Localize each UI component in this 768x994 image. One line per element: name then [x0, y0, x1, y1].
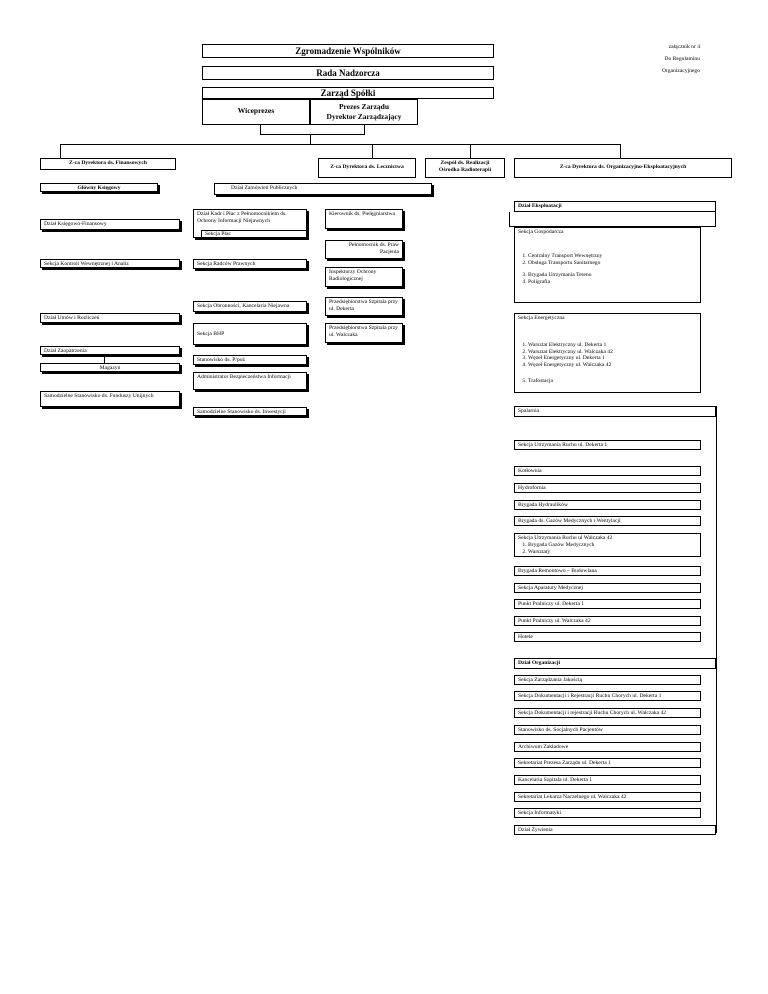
- sekcja-dokumentacji-walczaka: Sekcja Dokumentacji i rejestracji Ruchu Chorych ul. Walczaka 42: [514, 708, 701, 718]
- archiwum: Archiwum Zakładowe: [514, 742, 701, 752]
- head-radiotherapy-team: [425, 158, 505, 178]
- zgromadzenie-box: Zgromadzenie Wspólników: [202, 44, 494, 58]
- note-line-1: załącznik nr 4: [668, 44, 700, 50]
- brygada-hydraulikow: Brygada Hydraulików: [514, 500, 701, 510]
- sekcja-jakosci: Sekcja Zarządzania Jakością: [514, 675, 701, 685]
- gospodarcza-list-1: [518, 253, 697, 267]
- energetyczna-list-2: [518, 378, 697, 385]
- przedsiebiorstwa-walczaka: Przedsiębiorstwa Szpitala przy ul. Walczaka: [325, 323, 403, 343]
- sekretariat-prezesa: Sekretariat Prezesa Zarządu ul. Dekerta 1: [514, 758, 701, 768]
- stanowisko-ppoz: Stanowisko ds. P/poż: [193, 355, 307, 365]
- przedsiebiorstwa-dekerta: Przedsiębiorstwa Szpitala przy ul. Dekerta: [325, 297, 403, 316]
- sekcja-informatyki: Sekcja Informatyki: [514, 808, 701, 818]
- hydrofornia: Hydrofornia: [514, 483, 701, 493]
- energ-item: 2. Warsztat Elektryczny ul. Walczaka 42: [528, 349, 697, 356]
- connector: [620, 144, 621, 158]
- kotlownia: Kotłownia: [514, 466, 701, 476]
- dzial-ksiegowo-finansowy: Dział Księgowo-Finansowy: [40, 219, 180, 230]
- zarzad-box: Zarząd Spółki: [202, 87, 494, 99]
- eksploatacji-frame: [509, 212, 716, 227]
- sekcja-plac: Sekcja Płac: [201, 230, 307, 238]
- gosp-item: 3. Brygada Utrzymania Terenu: [528, 272, 697, 279]
- note-line-2: Do Regulaminu: [664, 56, 700, 62]
- rada-box: Rada Nadzorcza: [202, 66, 494, 80]
- dzial-eksploatacji: Dział Eksploatacji: [514, 201, 716, 212]
- sekcja-aparatury: Sekcja Aparatury Medycznej: [514, 583, 701, 593]
- magazyn: Magazyn: [40, 363, 180, 372]
- gosp-item: 2. Obsługa Transportu Sanitarnego: [528, 260, 697, 267]
- gospodarcza-label: Sekcja Gospodarcza: [518, 229, 564, 235]
- dzial-umow: Dział Umów i Rozliczeń: [40, 313, 180, 323]
- sekcja-gospodarcza: [514, 227, 701, 303]
- head-medical: Z-ca Dyrektora ds. Lecznictwa: [318, 158, 416, 178]
- sekcja-utrzymania-dekerta: Sekcja Utrzymania Ruchu ul. Dekerta 1: [514, 440, 701, 450]
- energ-item: 4. Węzeł Energetyczny ul. Walczaka 42: [528, 362, 697, 369]
- prezes-line-2: Dyrektor Zarządzający: [326, 112, 402, 121]
- sekcja-bhp: Sekcja BHP: [193, 323, 307, 345]
- energ-item: 5. Trafostacja: [528, 378, 697, 385]
- energetyczna-list: [518, 342, 697, 369]
- spalarnia: Spalarnia: [514, 406, 716, 417]
- punkt-pralniczy-walczaka: Punkt Pralniczy ul. Walczaka 42: [514, 616, 701, 626]
- attachment-note: [640, 44, 700, 75]
- prezes-box: [310, 99, 418, 125]
- gosp-item: 1. Centralny Transport Wewnętrzny: [528, 253, 697, 260]
- inspektorzy-radiologiczni: Inspektorzy Ochrony Radiologicznej: [325, 267, 403, 287]
- stanowisko-fundusze: Samodzielne Stanowisko ds. Funduszy Unijnych: [40, 391, 180, 407]
- head-finance: Z-ca Dyrektora ds. Finansowych: [40, 158, 176, 170]
- sekcja-utrzymania-walczaka: [514, 533, 701, 557]
- energ-item: 3. Węzeł Energetyczny ul. Dekerta 1: [528, 355, 697, 362]
- kadr-text: Dział Kadr i Płac z Pełnomocnikiem ds. Ochrony Informacji Niejawnych: [197, 211, 287, 224]
- dzial-zywienia: Dział Żywienia: [514, 825, 716, 835]
- connector: [60, 144, 61, 158]
- utrz-walczaka-label: Sekcja Utrzymania Ruchu ul Walczaka 42: [518, 535, 613, 541]
- head-organization: Z-ca Dyrektora ds. Organizacyjno-Eksploatacyjnych: [514, 158, 732, 178]
- energ-item: 1. Warsztat Elektryczny ul. Dekerta 1: [528, 342, 697, 349]
- utrz-w-item: 2. Warsztaty: [528, 549, 697, 556]
- sekretariat-lekarza: Sekretariat Lekarza Naczelnego ul. Walczaka 42: [514, 792, 701, 802]
- connector: [60, 144, 620, 145]
- note-line-3: Organizacyjnego: [661, 68, 700, 74]
- punkt-pralniczy-dekerta: Punkt Pralniczy ul. Dekerta 1: [514, 599, 701, 609]
- sekcja-radcow: Sekcja Radców Prawnych: [193, 259, 307, 269]
- abi: Administrator Bezpieczeństwa Informacji: [193, 372, 307, 390]
- brygada-gazow: Brygada ds. Gazów Medycznych i Wentylacji: [514, 516, 701, 526]
- sekcja-dokumentacji-dekerta: Sekcja Dokumentacji i Rejestracji Ruchu Chorych ul. Dekerta 1: [514, 691, 701, 701]
- kierownik-pielegniarstwa: Kierownik ds. Pielęgniarstwa: [325, 209, 403, 229]
- sekcja-energetyczna: [514, 313, 701, 393]
- gosp-item: 4. Poligrafia: [528, 279, 697, 286]
- dzial-organizacji: Dział Organizacji: [514, 658, 716, 669]
- brygada-remontowo: Brygada Remontowo – Budowlana: [514, 566, 701, 576]
- connector: [470, 144, 471, 158]
- zespol-line-1: Zespół ds. Realizacji: [440, 160, 490, 166]
- stanowisko-socjalne: Stanowisko ds. Socjalnych Pacjentów: [514, 725, 701, 735]
- sekcja-kontroli: Sekcja Kontroli Wewnętrznej i Analiz: [40, 259, 180, 268]
- hotele: Hotele: [514, 632, 701, 642]
- glowny-ksiegowy: Główny Księgowy: [40, 183, 158, 192]
- zespol-line-2: Ośrodka Radioterapii: [438, 166, 492, 173]
- energetyczna-label: Sekcja Energetyczna: [518, 315, 565, 321]
- connector: [260, 134, 365, 135]
- pelnomocnik-praw-pacjenta: Pełnomocnik ds. Praw Pacjenta: [325, 240, 403, 259]
- connector: [716, 406, 717, 833]
- connector: [372, 144, 373, 158]
- utrz-walczaka-list: [518, 542, 697, 556]
- dzial-zaopatrzenia: Dział Zaopatrzenia: [40, 346, 180, 355]
- kancelaria-szpitala: Kancelaria Szpitala ul. Dekerta 1: [514, 775, 701, 785]
- stanowisko-inwestycji: Samodzielne Stanowisko ds. Inwestycji: [193, 407, 307, 416]
- connector: [310, 134, 311, 144]
- dzial-zamowien: Dział Zamówień Publicznych: [214, 183, 432, 195]
- utrz-w-item: 1. Brygada Gazów Medycznych: [528, 542, 697, 549]
- gospodarcza-list-2: [518, 272, 697, 286]
- wiceprezes-box: Wiceprezes: [202, 99, 310, 125]
- prezes-line-1: Prezes Zarządu: [338, 102, 390, 111]
- sekcja-obronnosci: Sekcja Obronności, Kancelaria Niejawna: [193, 301, 307, 312]
- connector: [104, 355, 105, 363]
